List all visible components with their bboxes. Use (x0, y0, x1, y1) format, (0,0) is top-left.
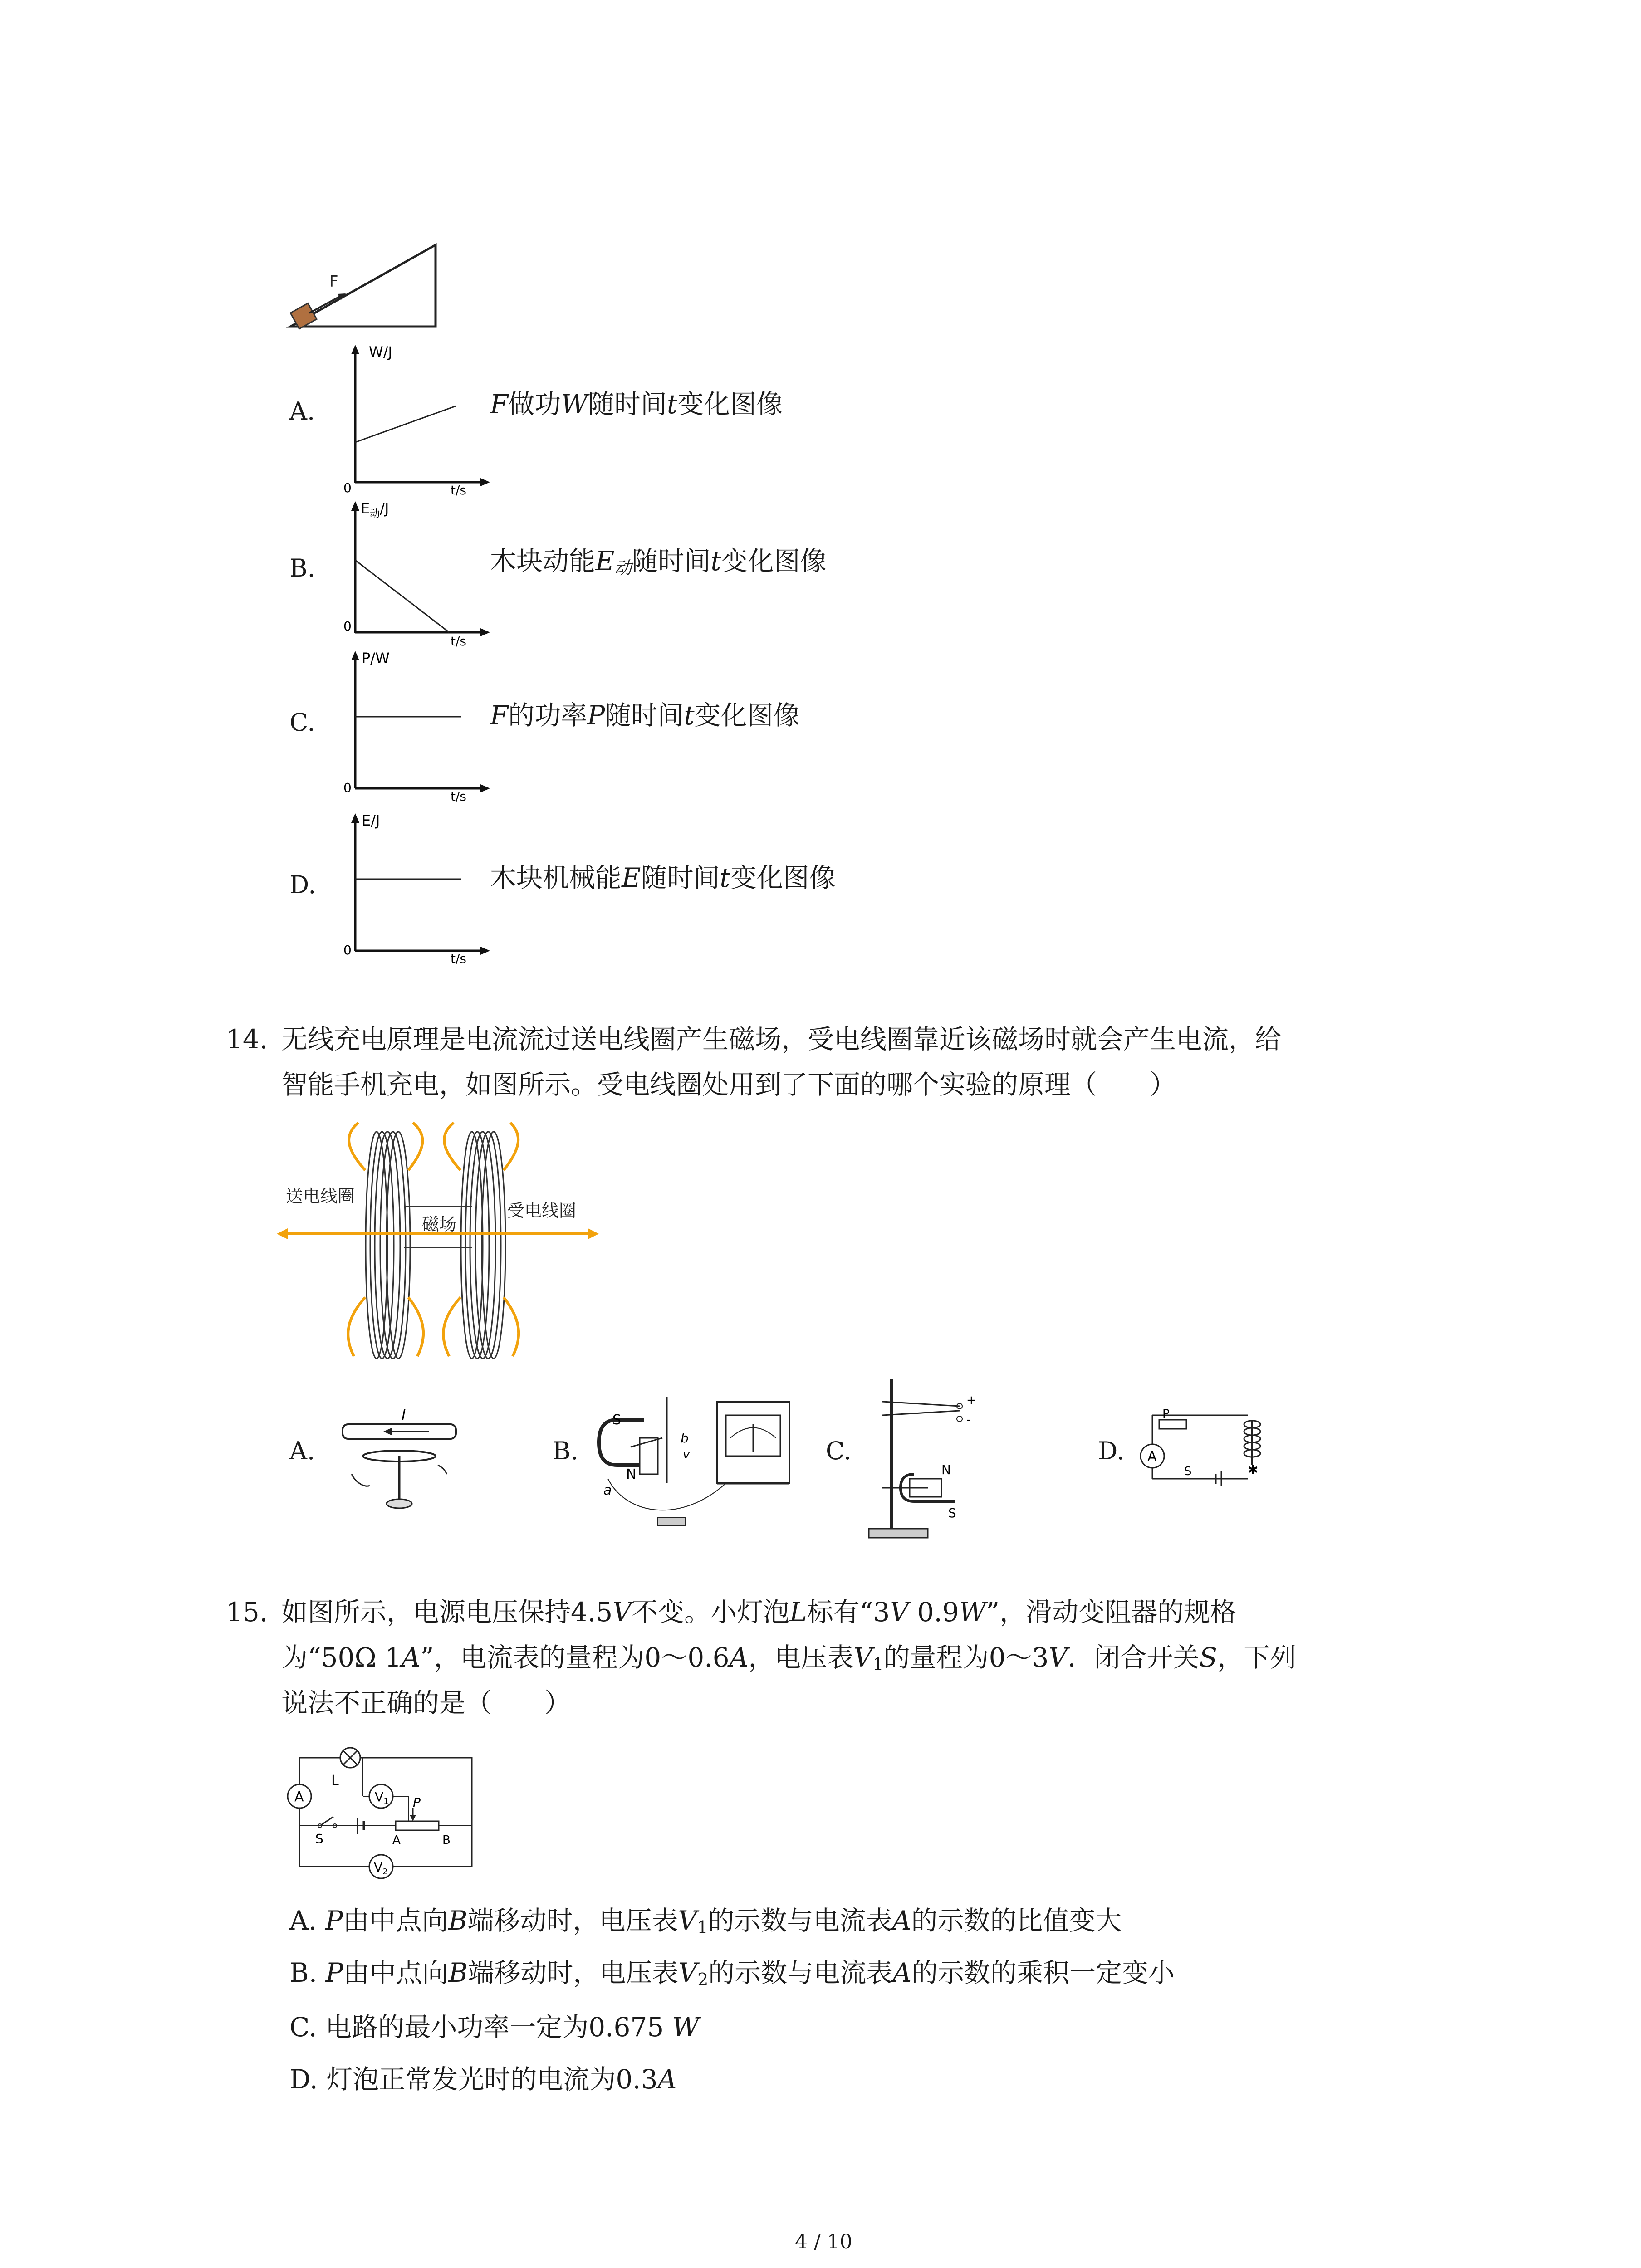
svg-text:t/s: t/s (451, 634, 466, 649)
incline-figure (281, 236, 445, 333)
send-coil (366, 1132, 410, 1359)
q14-line2: 智能手机充电，如图所示。受电线圈处用到了下面的哪个实验的原理（ ） (281, 1069, 1176, 1100)
svg-text:S: S (612, 1412, 622, 1428)
ammeter-label: A (294, 1789, 304, 1805)
q13-option-b-text: 木块动能$E_动$随时间t变化图像 (490, 546, 827, 578)
q13-option-d-letter: D. (289, 870, 316, 899)
q13-option-b-letter: B. (289, 554, 315, 582)
force-label: F (329, 273, 338, 291)
fig-a-oersted (333, 1402, 479, 1520)
svg-text:-: - (966, 1413, 971, 1427)
svg-text:N: N (941, 1462, 951, 1477)
svg-text:W/J: W/J (369, 343, 392, 361)
q13-option-c-text: F的功率P随时间t变化图像 (490, 700, 800, 731)
svg-text:S: S (315, 1831, 323, 1846)
q13-option-d-text: 木块机械能E随时间t变化图像 (490, 862, 836, 893)
svg-text:✱: ✱ (1248, 1462, 1259, 1477)
option-letter: A. (289, 1905, 325, 1936)
q14-option-b-letter: B. (553, 1437, 578, 1465)
svg-text:b: b (681, 1431, 689, 1446)
svg-text:P/W: P/W (362, 650, 390, 667)
svg-text:E/J: E/J (362, 812, 380, 829)
svg-text:N: N (626, 1466, 637, 1482)
svg-text:v: v (683, 1448, 690, 1461)
q15-number: 15. (226, 1597, 268, 1628)
svg-text:I: I (402, 1406, 406, 1423)
fig-d-electromagnet (1134, 1397, 1288, 1497)
svg-text:S: S (948, 1505, 956, 1520)
fig-b-generator (590, 1388, 808, 1533)
svg-text:+: + (966, 1393, 976, 1407)
option-letter: D. (289, 2064, 327, 2095)
svg-text:S: S (1184, 1465, 1192, 1478)
svg-text:t/s: t/s (451, 483, 466, 497)
svg-text:t/s: t/s (451, 789, 466, 803)
q14-option-c-letter: C. (826, 1437, 852, 1465)
svg-text:0: 0 (343, 619, 352, 634)
svg-text:P: P (413, 1795, 421, 1810)
q14-line1: 无线充电原理是电流流过送电线圈产生磁场，受电线圈靠近该磁场时就会产生电流，给 (281, 1024, 1282, 1055)
q15-line2: 为“50Ω 1A”，电流表的量程为0～0.6A，电压表$V_1$的量程为0～3V．闭合开关S，下列 (281, 1642, 1297, 1674)
q13-option-c-letter: C. (289, 708, 315, 737)
wireless-charging-figure (277, 1120, 649, 1374)
svg-text:a: a (603, 1482, 612, 1498)
option-letter: B. (289, 1957, 326, 1988)
svg-text:A: A (1147, 1449, 1157, 1465)
send-coil-label: 送电线圈 (286, 1186, 355, 1206)
receive-coil (461, 1132, 505, 1359)
q14-option-a-letter: A. (289, 1437, 315, 1465)
receive-coil-label: 受电线圈 (507, 1201, 577, 1221)
q15-option-d: D. 灯泡正常发光时的电流为0.3A (289, 2064, 677, 2095)
fig-c-motor (864, 1370, 1032, 1551)
svg-text:A: A (392, 1833, 401, 1847)
svg-text:0: 0 (343, 943, 352, 958)
q15-option-c: C. 电路的最小功率一定为0.675 W (289, 2012, 700, 2043)
svg-text:0: 0 (343, 480, 352, 495)
q14-option-d-letter: D. (1098, 1437, 1125, 1465)
svg-text:L: L (331, 1773, 339, 1789)
q15-line3: 说法不正确的是（ ） (281, 1687, 571, 1718)
q14-number: 14. (226, 1024, 268, 1055)
field-label: 磁场 (422, 1214, 457, 1234)
graph-c (333, 644, 497, 803)
graph-a (333, 338, 497, 497)
svg-text:P: P (1162, 1407, 1170, 1421)
q13-option-a-text: F做功W随时间t变化图像 (490, 389, 783, 420)
q15-circuit (277, 1740, 485, 1896)
q15-option-b: B. P由中点向B端移动时，电压表$V_2$的示数与电流表A的示数的乘积一定变小 (289, 1957, 1175, 1989)
graph-b (333, 494, 497, 649)
q13-option-a-letter: A. (289, 397, 315, 425)
graph-d (333, 807, 497, 965)
option-letter: C. (289, 2012, 326, 2043)
svg-text:V1: $V_1$ (375, 1789, 389, 1806)
rheostat (396, 1821, 439, 1830)
svg-text:t/s: t/s (451, 951, 466, 965)
q15-line1: 如图所示，电源电压保持4.5V不变。小灯泡L标有“3V 0.9W”，滑动变阻器的规格 (281, 1597, 1237, 1628)
svg-text:V2: $V_2$ (374, 1860, 388, 1877)
q15-option-a: A. P由中点向B端移动时，电压表$V_1$的示数与电流表A的示数的比值变大 (289, 1905, 1122, 1937)
field-lines (277, 1123, 599, 1356)
page-number: 4 / 10 (795, 2230, 852, 2253)
svg-text:0: 0 (343, 780, 352, 795)
svg-text:B: B (442, 1833, 451, 1847)
svg-text:E动/J: $E_动/J$ (361, 500, 389, 520)
